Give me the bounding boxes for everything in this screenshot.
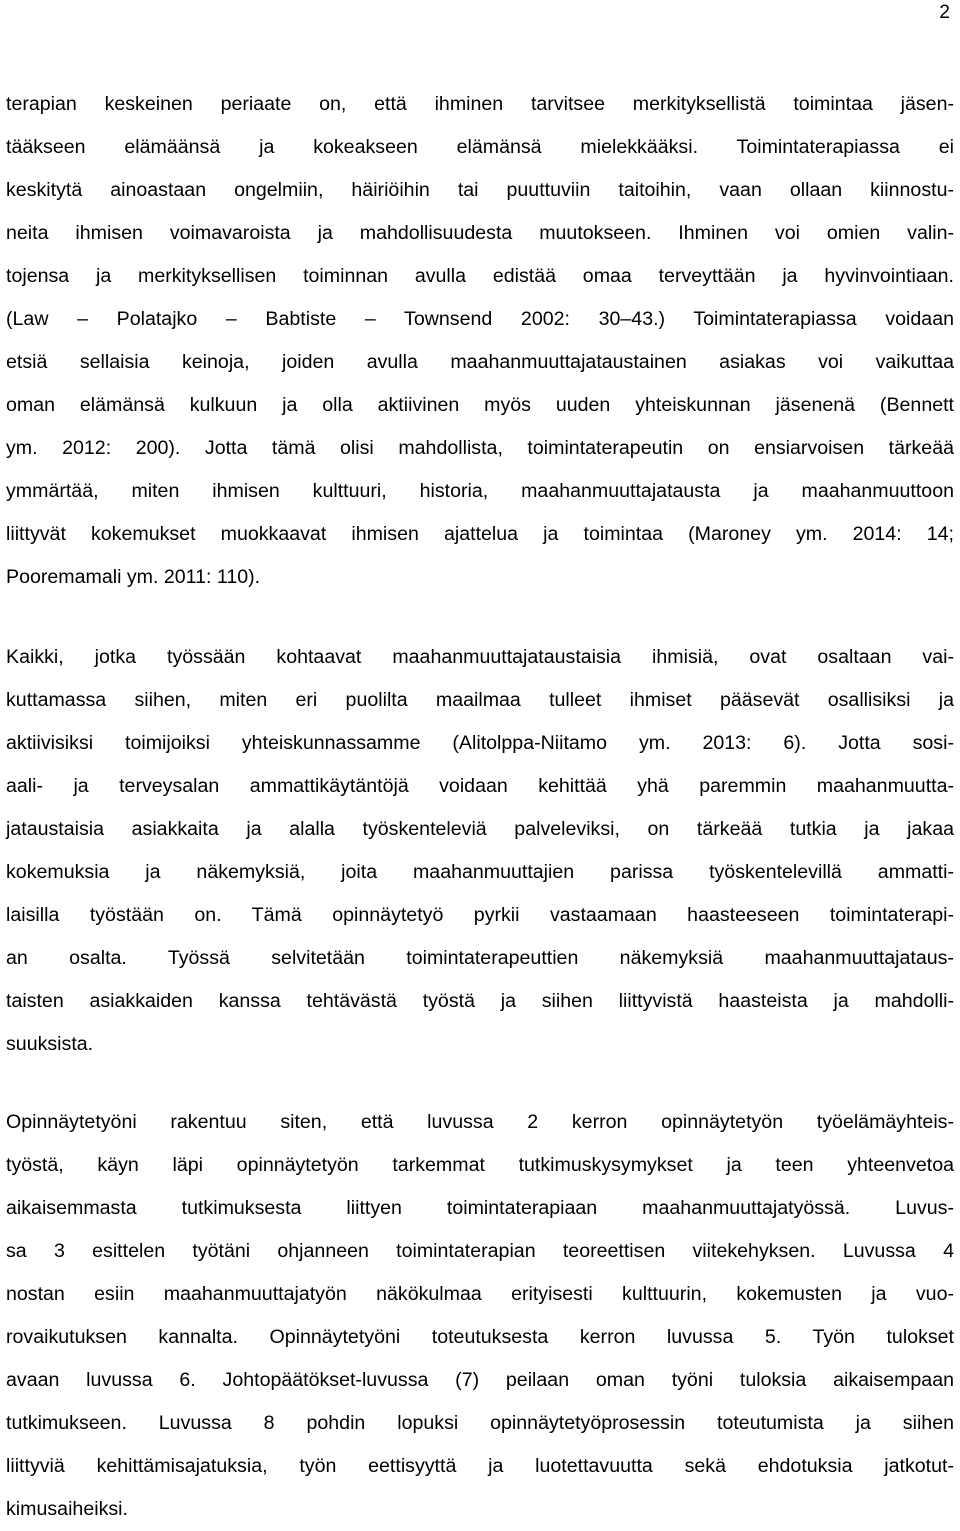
text-line: laisilla työstään on. Tämä opinnäytetyö pyrkii vastaamaan haasteeseen toimintaterapi- [6, 904, 954, 926]
text-line: aikaisemmasta tutkimuksesta liittyen toimintaterapiaan maahanmuuttajatyössä. Luvus- [6, 1197, 954, 1219]
paragraph-1 [0, 83, 960, 599]
text-line: aktiivisiksi toimijoiksi yhteiskunnassamme (Alitolppa-Niitamo ym. 2013: 6). Jotta sosi- [6, 732, 954, 754]
text-line: nostan esiin maahanmuuttajatyön näkökulmaa erityisesti kulttuurin, kokemusten ja vuo- [6, 1283, 954, 1305]
text-line: etsiä sellaisia keinoja, joiden avulla maahanmuuttajataustainen asiakas voi vaikuttaa [6, 351, 954, 373]
text-line: kimusaiheiksi. [6, 1498, 128, 1520]
text-line: keskitytä ainoastaan ongelmiin, häiriöihin tai puuttuviin taitoihin, vaan ollaan kiinnostu- [6, 179, 954, 201]
text-line: Opinnäytetyöni rakentuu siten, että luvussa 2 kerron opinnäytetyön työelämäyhteis- [6, 1111, 954, 1133]
text-line: avaan luvussa 6. Johtopäätökset-luvussa (7) peilaan oman työni tuloksia aikaisempaan [6, 1369, 954, 1391]
text-line: tutkimukseen. Luvussa 8 pohdin lopuksi opinnäytetyöprosessin toteutumista ja siihen [6, 1412, 954, 1434]
text-line: työstä, käyn läpi opinnäytetyön tarkemmat tutkimuskysymykset ja teen yhteenvetoa [6, 1154, 954, 1176]
text-line: an osalta. Työssä selvitetään toimintaterapeuttien näkemyksiä maahanmuuttajataus- [6, 947, 954, 969]
text-line: neita ihmisen voimavaroista ja mahdollisuudesta muutokseen. Ihminen voi omien valin- [6, 222, 954, 244]
text-line: ymmärtää, miten ihmisen kulttuuri, historia, maahanmuuttajatausta ja maahanmuuttoon [6, 480, 954, 502]
text-line: sa 3 esittelen työtäni ohjanneen toimintaterapian teoreettisen viitekehyksen. Luvussa 4 [6, 1240, 954, 1262]
text-line: ym. 2012: 200). Jotta tämä olisi mahdollista, toimintaterapeutin on ensiarvoisen tärkeää [6, 437, 954, 459]
text-line: liittyviä kehittämisajatuksia, työn eettisyyttä ja luotettavuutta sekä ehdotuksia jatkotut- [6, 1455, 954, 1477]
text-line: terapian keskeinen periaate on, että ihminen tarvitsee merkityksellistä toimintaa jäsen- [6, 93, 954, 115]
text-line: oman elämänsä kulkuun ja olla aktiivinen myös uuden yhteiskunnan jäsenenä (Bennett [6, 394, 954, 416]
text-line: rovaikutuksen kannalta. Opinnäytetyöni toteutuksesta kerron luvussa 5. Työn tulokset [6, 1326, 954, 1348]
text-line: kokemuksia ja näkemyksiä, joita maahanmuuttajien parissa työskentelevillä ammatti- [6, 861, 954, 883]
text-line: aali- ja terveysalan ammattikäytäntöjä voidaan kehittää yhä paremmin maahanmuutta- [6, 775, 954, 797]
text-line: tojensa ja merkityksellisen toiminnan avulla edistää omaa terveyttään ja hyvinvointiaan. [6, 265, 954, 287]
paragraph-3 [0, 1101, 960, 1531]
page-number: 2 [939, 2, 950, 23]
text-line: suuksista. [6, 1033, 94, 1055]
text-line: tääkseen elämäänsä ja kokeakseen elämänsä mielekkääksi. Toimintaterapiassa ei [6, 136, 954, 158]
text-line: taisten asiakkaiden kanssa tehtävästä työstä ja siihen liittyvistä haasteista ja mahdolli- [6, 990, 954, 1012]
text-line: Pooremamali ym. 2011: 110). [6, 566, 261, 588]
text-line: Kaikki, jotka työssään kohtaavat maahanmuuttajataustaisia ihmisiä, ovat osaltaan vai- [6, 646, 954, 668]
text-line: liittyvät kokemukset muokkaavat ihmisen ajattelua ja toimintaa (Maroney ym. 2014: 14; [6, 523, 954, 545]
text-line: kuttamassa siihen, miten eri puolilta maailmaa tulleet ihmiset pääsevät osallisiksi ja [6, 689, 954, 711]
text-line: (Law – Polatajko – Babtiste – Townsend 2002: 30–43.) Toimintaterapiassa voidaan [6, 308, 954, 330]
paragraph-2 [0, 636, 960, 1066]
text-line: jataustaisia asiakkaita ja alalla työskenteleviä palveleviksi, on tärkeää tutkia ja jakaa [6, 818, 954, 840]
